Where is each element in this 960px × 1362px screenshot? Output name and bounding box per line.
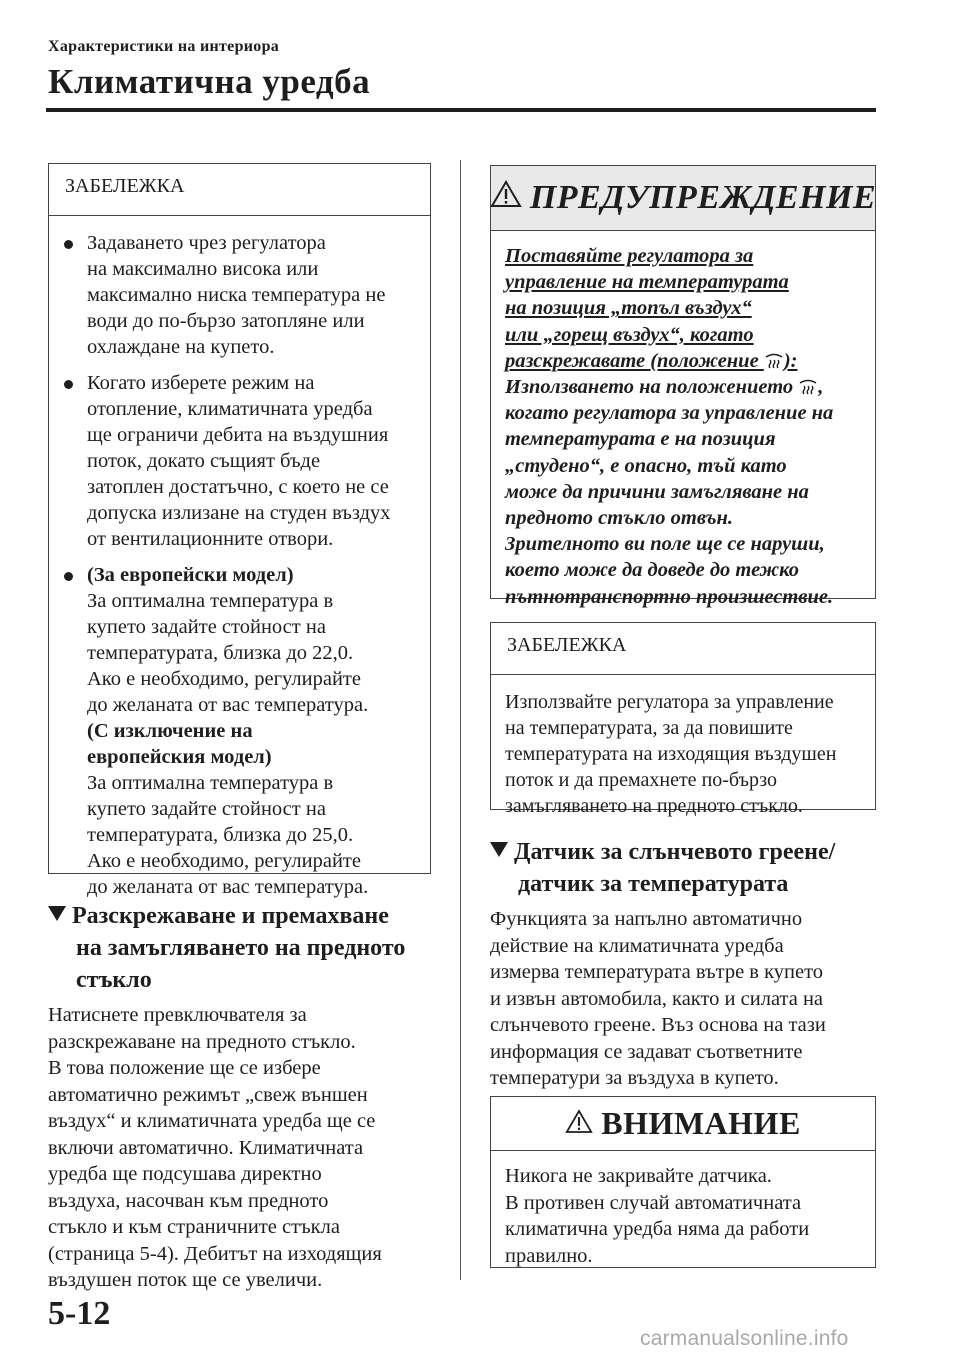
text-line: температурата на изходящия въздушен <box>505 743 837 765</box>
note-box <box>490 622 876 817</box>
text-line: или „горещ въздух“, когато <box>505 323 754 346</box>
page-number: 5-12 <box>48 1295 111 1332</box>
heading-line: стъкло <box>76 967 152 993</box>
text-line: купето задайте стойност на <box>87 616 326 638</box>
column-divider <box>460 160 461 1280</box>
text-line: За оптимална температура в <box>87 590 334 612</box>
text-line: правилно. <box>505 1244 593 1267</box>
text-line: отопление, климатичната уредба <box>87 398 373 420</box>
text-line: управление на температурата <box>505 271 789 294</box>
text-line: Когато изберете режим на <box>87 372 315 394</box>
defrost-text <box>48 1002 448 1294</box>
text-line: измерва температурата вътре в купето <box>490 961 824 983</box>
text-fragment: ): <box>783 349 798 372</box>
text-line: температурата е на позиция <box>505 428 776 451</box>
note-text <box>491 675 875 819</box>
heading-line: датчик за температурата <box>518 871 789 897</box>
model-heading-eu: (За европейски модел) <box>87 564 294 586</box>
model-heading-non-eu: европейския модел) <box>87 746 272 768</box>
text-line: температурата, близка до 22,0. <box>87 642 354 664</box>
bullet-icon <box>64 572 73 581</box>
text-line: Ако е необходимо, регулирайте <box>87 850 361 872</box>
text-line: „студено“, е опасно, тъй като <box>505 454 787 477</box>
caution-heading: ВНИМАНИЕ <box>601 1105 801 1141</box>
text-line <box>505 348 861 374</box>
text-line: когато регулатора за управление на <box>505 402 834 425</box>
section-triangle-icon <box>490 842 508 857</box>
text-line: температури за въздуха в купето. <box>490 1067 779 1089</box>
text-line: на позиция „топъл въздух“ <box>505 297 752 320</box>
text-line: Ако е необходимо, регулирайте <box>87 668 361 690</box>
text-line: затоплен достатъчно, с което не се <box>87 476 389 498</box>
text-line: За оптимална температура в <box>87 772 334 794</box>
defrost-heading <box>48 900 448 996</box>
heading-line: Разскрежаване и премахване <box>72 903 389 929</box>
watermark: carmanualsonline.info <box>640 1327 849 1350</box>
text-line: до желаната от вас температура. <box>87 694 369 716</box>
text-line: максимално ниска температура не <box>87 284 386 306</box>
text-line: ще ограничи дебита на въздушния <box>87 424 389 446</box>
note-item-text <box>87 230 420 360</box>
text-line: на максимално висока или <box>87 258 319 280</box>
section-triangle-icon <box>48 906 66 921</box>
text-line: автоматично режимът „свеж външен <box>48 1083 368 1106</box>
text-line: от вентилационните отвори. <box>87 528 334 550</box>
note-heading: ЗАБЕЛЕЖКА <box>49 164 430 216</box>
text-line: Функцията за напълно автоматично <box>490 908 803 930</box>
text-line: температурата, близка до 25,0. <box>87 824 354 846</box>
text-line: допуска излизане на студен въздух <box>87 502 391 524</box>
text-line: В това положение ще се избере <box>48 1057 321 1079</box>
sensor-text <box>490 906 880 1092</box>
text-line: купето задайте стойност на <box>87 798 326 820</box>
text-line: въздуха, насочван към предното <box>48 1189 329 1212</box>
text-line: Задаването чрез регулатора <box>87 232 326 254</box>
note-box <box>48 163 431 898</box>
note-item-text <box>87 370 420 552</box>
text-line: пътнотранспортно произшествие. <box>505 585 834 608</box>
model-heading-non-eu: (С изключение на <box>87 720 253 742</box>
bullet-icon <box>64 240 73 249</box>
text-line: и извън автомобила, както и силата на <box>490 987 824 1010</box>
note-list <box>49 216 430 900</box>
note-item <box>63 562 420 900</box>
text-fragment: Използването на положението <box>505 376 794 399</box>
warning-box <box>490 165 877 608</box>
caution-text <box>491 1151 875 1269</box>
text-line: въздух“ и климатичната уредба ще се <box>48 1110 376 1132</box>
section-label: Характеристики на интериора <box>48 38 280 55</box>
note-item <box>63 370 420 552</box>
caution-box <box>490 1096 876 1268</box>
text-line: информация се задават съответните <box>490 1040 803 1063</box>
text-line: слънчевото греене. Въз основа на тази <box>490 1014 826 1036</box>
text-line: поток, докато същият бъде <box>87 450 321 472</box>
text-line <box>505 374 861 400</box>
caution-header <box>491 1097 875 1151</box>
text-fragment: разскрежавате (положение <box>505 349 759 372</box>
page-title: Климатична уредба <box>48 62 371 101</box>
bullet-icon <box>64 380 73 389</box>
text-line: В противен случай автоматичната <box>505 1191 802 1214</box>
title-rule <box>46 108 876 112</box>
text-fragment: , <box>818 376 824 399</box>
text-line: предното стъкло отвън. <box>505 507 734 530</box>
text-line: замъгляването на предното стъкло. <box>505 795 803 817</box>
text-line: до желаната от вас температура. <box>87 876 369 898</box>
text-line: поток и да премахнете по-бързо <box>505 769 777 791</box>
text-line: Никога не закривайте датчика. <box>505 1165 772 1187</box>
warning-heading: ПРЕДУПРЕЖДЕНИЕ <box>529 179 877 216</box>
warning-triangle-icon <box>490 179 522 217</box>
text-line: Натиснете превключвателя за <box>48 1004 307 1026</box>
text-line: (страница 5-4). Дебитът на изходящия <box>48 1242 382 1265</box>
text-line: води до по-бързо затопляне или <box>87 310 365 332</box>
warning-text <box>491 231 875 610</box>
text-line: разскрежаване на предното стъкло. <box>48 1030 356 1053</box>
text-line: действие на климатичната уредба <box>490 934 784 957</box>
heading-line: Датчик за слънчевото греене/ <box>514 839 836 865</box>
text-line: може да причини замъгляване на <box>505 480 809 503</box>
warning-triangle-icon <box>565 1105 593 1142</box>
text-line: включи автоматично. Климатичната <box>48 1136 364 1159</box>
windshield-defroster-icon <box>764 350 784 372</box>
sensor-heading <box>490 836 880 900</box>
windshield-defroster-icon <box>798 376 818 398</box>
text-line: Поставяйте регулатора за <box>505 245 754 267</box>
text-line: охлаждане на купето. <box>87 336 275 358</box>
text-line: на температурата, за да повишите <box>505 717 793 739</box>
warning-header <box>491 166 875 231</box>
text-line: Използвайте регулатора за управление <box>505 691 834 713</box>
text-line: климатична уредба няма да работи <box>505 1218 810 1240</box>
text-line: което може да доведе до тежко <box>505 559 800 582</box>
text-line: стъкло и към страничните стъкла <box>48 1216 340 1238</box>
note-heading: ЗАБЕЛЕЖКА <box>491 623 875 675</box>
text-line: Зрителното ви поле ще се наруши, <box>505 533 825 556</box>
text-line: уредба ще подсушава директно <box>48 1163 322 1185</box>
heading-line: на замъгляването на предното <box>76 935 406 961</box>
note-item-text <box>87 562 420 900</box>
note-item <box>63 230 420 360</box>
text-line: въздушен поток ще се увеличи. <box>48 1269 323 1291</box>
